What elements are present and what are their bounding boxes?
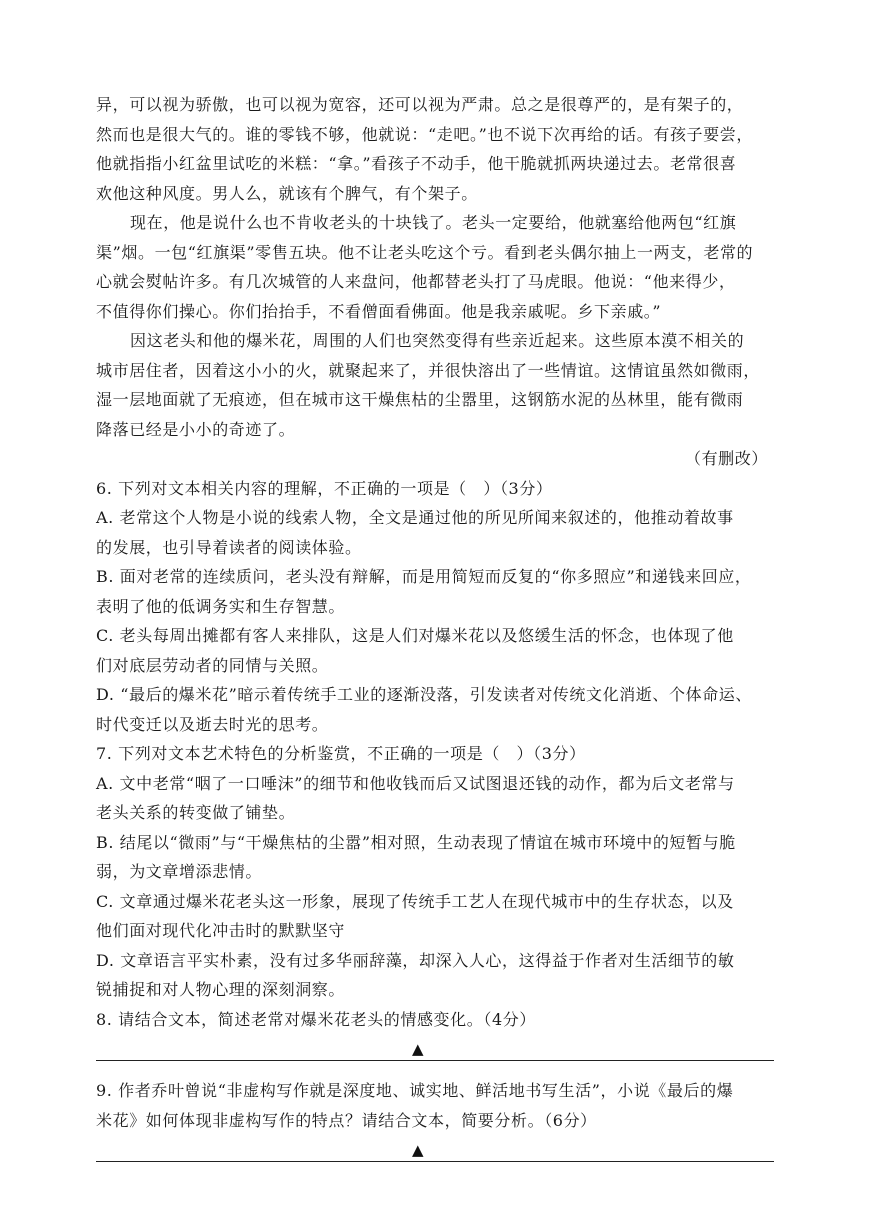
option-b-line-1: B. 结尾以“微雨”与“干燥焦枯的尘嚣”相对照，生动表现了情谊在城市环境中的短暂与脆: [96, 832, 736, 852]
text-line: 因这老头和他的爆米花，周围的人们也突然变得有些亲近起来。这些原本漠不相关的: [130, 331, 745, 350]
option-c-line-1: C. 老头每周出摊都有客人来排队，这是人们对爆米花以及悠缓生活的怀念，也体现了他: [96, 626, 734, 645]
text-line: 城市居住者，因着这小小的火，就聚起来了，并很快溶出了一些情谊。这情谊虽然如微雨，: [96, 360, 761, 380]
passage-paragraph-3: [96, 326, 776, 444]
page-content: [96, 90, 776, 1171]
question-9: [96, 1076, 776, 1171]
text-line: 然而也是很大气的。谁的零钱不够，他就说：“走吧。”也不说下次再给的话。有孩子要尝，: [96, 124, 753, 144]
option-d-line-2: 锐捕捉和对人物心理的深刻洞察。: [96, 980, 346, 999]
text-line: 湿一层地面就了无痕迹，但在城市这干燥焦枯的尘嚣里，这钢筋水泥的丛林里，能有微雨: [96, 390, 744, 409]
option-b-line-1: B. 面对老常的连续质问，老头没有辩解，而是用简短而反复的“你多照应”和递钱来回应，: [96, 567, 752, 586]
option-b-line-2: 表明了他的低调务实和生存智慧。: [96, 596, 346, 616]
option-a-line-1: A. 老常这个人物是小说的线索人物，全文是通过他的所见所闻来叙述的，他推动着故事: [96, 508, 734, 527]
answer-line: [96, 1060, 774, 1061]
text-line: 降落已经是小小的奇迹了。: [96, 419, 296, 439]
triangle-marker-icon: ▲: [412, 1141, 424, 1159]
passage-paragraph-2: [96, 208, 776, 326]
passage-paragraph-1: [96, 90, 776, 208]
option-d-line-1: D. “最后的爆米花”暗示着传统手工业的逐渐没落，引发读者对传统文化消逝、个体命运、: [96, 685, 752, 704]
text-line: 他就指指小红盆里试吃的米糕：“拿。”看孩子不动手，他干脆就抓两块递过去。老常很喜: [96, 154, 737, 173]
option-d-line-2: 时代变迁以及逝去时光的思考。: [96, 714, 329, 734]
answer-area[interactable]: [96, 1034, 776, 1070]
text-line: 心就会熨帖许多。有几次城管的人来盘问，他都替老头打了马虎眼。他说：“他来得少，: [96, 272, 736, 291]
question-stem: 8. 请结合文本，简述老常对爆米花老头的情感变化。（4分）: [96, 1009, 536, 1029]
text-line: 现在，他是说什么也不肯收老头的十块钱了。老头一定要给，他就塞给他两包“红旗: [130, 213, 737, 232]
text-line: 不值得你们操心。你们抬抬手，不看僧面看佛面。他是我亲戚呢。乡下亲戚。”: [96, 301, 662, 321]
question-7: [96, 739, 776, 1005]
triangle-marker-icon: ▲: [412, 1040, 424, 1058]
option-b-line-2: 弱，为文章增添悲情。: [96, 862, 263, 881]
option-a-line-2: 老头关系的转变做了铺垫。: [96, 803, 296, 822]
question-stem-line-2: 米花》如何体现非虚构写作的特点？请结合文本，简要分析。（6分）: [96, 1110, 597, 1130]
answer-area[interactable]: [96, 1135, 776, 1171]
text-line: 渠”烟。一包“红旗渠”零售五块。他不让老头吃这个亏。看到老头偶尔抽上一两支，老常的: [96, 242, 754, 262]
question-stem-line-1: 9. 作者乔叶曾说“非虚构写作就是深度地、诚实地、鲜活地书写生活”，小说《最后的爆: [96, 1081, 734, 1100]
text-line: 欢他这种风度。男人么，就该有个脾气，有个架子。: [96, 183, 478, 203]
option-a-line-2: 的发展，也引导着读者的阅读体验。: [96, 537, 362, 557]
option-c-line-2: 们对底层劳动者的同情与关照。: [96, 655, 329, 675]
option-c-line-2: 他们面对现代化冲击时的默默坚守: [96, 921, 346, 940]
option-a-line-1: A. 文中老常“咽了一口唾沫”的细节和他收钱而后又试图退还钱的动作，都为后文老常与: [96, 773, 735, 793]
question-8: [96, 1005, 776, 1071]
answer-line: [96, 1161, 774, 1162]
question-stem: 7. 下列对文本艺术特色的分析鉴赏，不正确的一项是（ ）（3分）: [96, 744, 586, 763]
source-note: （有删改）: [684, 449, 768, 468]
text-line: 异，可以视为骄傲，也可以视为宽容，还可以视为严肃。总之是很尊严的，是有架子的，: [96, 95, 744, 114]
question-stem: 6. 下列对文本相关内容的理解，不正确的一项是（ ）（3分）: [96, 478, 553, 498]
question-6: [96, 474, 776, 740]
option-c-line-1: C. 文章通过爆米花老头这一形象，展现了传统手工艺人在现代城市中的生存状态，以及: [96, 891, 734, 911]
option-d-line-1: D. 文章语言平实朴素，没有过多华丽辞藻，却深入人心，这得益于作者对生活细节的敏: [96, 950, 735, 970]
